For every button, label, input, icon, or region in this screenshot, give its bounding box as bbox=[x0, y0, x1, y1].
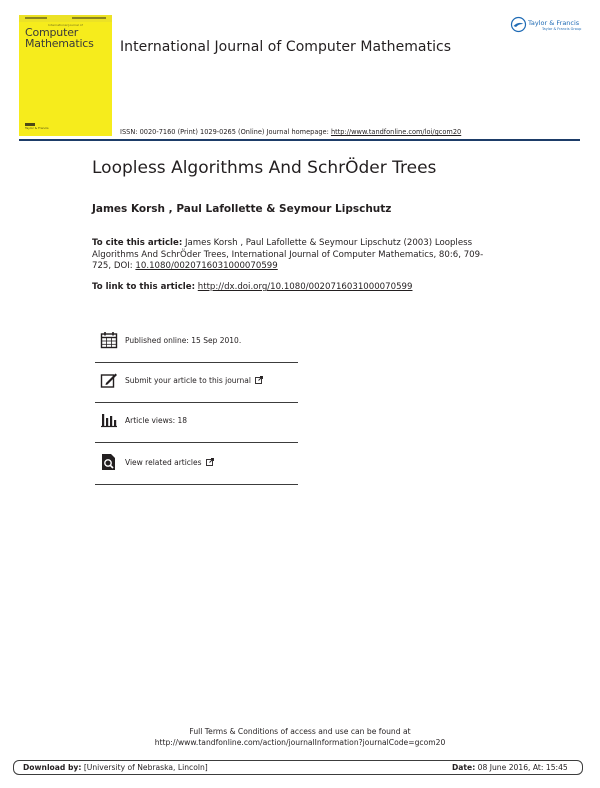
bar-chart-icon bbox=[100, 411, 118, 429]
submit-row[interactable] bbox=[95, 363, 298, 403]
cover-title-line1: Computer bbox=[25, 26, 79, 39]
cover-band-mark-right bbox=[72, 17, 106, 19]
cite-doi-link[interactable]: 10.1080/0020716031000070599 bbox=[135, 261, 278, 271]
cover-publisher-mark: Taylor & Francis bbox=[25, 126, 49, 130]
published-date: Published online: 15 Sep 2010. bbox=[125, 336, 242, 345]
date-label: Date: bbox=[452, 763, 476, 772]
external-link-icon bbox=[255, 376, 263, 384]
link-label: To link to this article: bbox=[92, 282, 196, 292]
journal-title: International Journal of Computer Mathematics bbox=[120, 39, 452, 55]
download-info-box bbox=[13, 760, 583, 775]
publisher-logo-sub: Taylor & Francis Group bbox=[542, 27, 582, 31]
publisher-logo-name: Taylor & Francis bbox=[528, 19, 580, 27]
submit-article-label: Submit your article to this journal bbox=[125, 376, 251, 385]
article-doi-link[interactable]: http://dx.doi.org/10.1080/0020716031000070599 bbox=[197, 282, 413, 292]
citation-block bbox=[92, 238, 492, 273]
article-authors: James Korsh , Paul Lafollette & Seymour Lipschutz bbox=[92, 203, 392, 215]
info-divider bbox=[95, 484, 298, 486]
download-value: [University of Nebraska, Lincoln] bbox=[83, 763, 208, 772]
footer-terms bbox=[0, 727, 600, 748]
article-title: Loopless Algorithms And SchrÖder Trees bbox=[92, 158, 437, 178]
publisher-logo bbox=[510, 16, 584, 36]
views-row bbox=[95, 403, 298, 443]
calendar-icon bbox=[100, 331, 118, 349]
date-value: 08 June 2016, At: 15:45 bbox=[477, 763, 568, 772]
terms-line1: Full Terms & Conditions of access and use can be found at bbox=[189, 727, 411, 736]
cite-text: James Korsh , Paul Lafollette & Seymour Lipschutz (2003) Loopless Algorithms And SchrÖder Trees, International Journal of Computer Mathematics, 80:6, 709-725, DOI: bbox=[92, 238, 484, 271]
document-search-icon bbox=[100, 453, 118, 471]
external-link-icon bbox=[206, 458, 214, 466]
download-by bbox=[23, 763, 208, 772]
download-label: Download by: bbox=[23, 763, 82, 772]
terms-link[interactable]: http://www.tandfonline.com/action/journalInformation?journalCode=gcom20 bbox=[154, 737, 446, 747]
cite-label: To cite this article: bbox=[92, 238, 183, 248]
issn-text: ISSN: 0020-7160 (Print) 1029-0265 (Online) Journal homepage: bbox=[120, 128, 329, 136]
related-articles-link[interactable] bbox=[125, 458, 214, 467]
article-views: Article views: 18 bbox=[125, 416, 188, 425]
cover-title-line2: Mathematics bbox=[25, 37, 94, 50]
download-date bbox=[452, 763, 568, 772]
header-rule bbox=[19, 139, 580, 141]
related-row[interactable] bbox=[95, 443, 298, 485]
article-link-block bbox=[92, 282, 413, 292]
issn-line bbox=[120, 128, 461, 136]
submit-article-link[interactable] bbox=[125, 376, 263, 385]
publisher-logo-icon bbox=[510, 16, 527, 33]
related-articles-label: View related articles bbox=[125, 458, 202, 467]
journal-cover bbox=[19, 15, 112, 136]
cover-band-mark-left bbox=[25, 17, 47, 19]
edit-icon bbox=[100, 371, 118, 389]
journal-homepage-link[interactable]: http://www.tandfonline.com/loi/gcom20 bbox=[330, 128, 462, 136]
cover-small-title: International Journal of bbox=[48, 23, 83, 27]
published-row bbox=[95, 323, 298, 363]
